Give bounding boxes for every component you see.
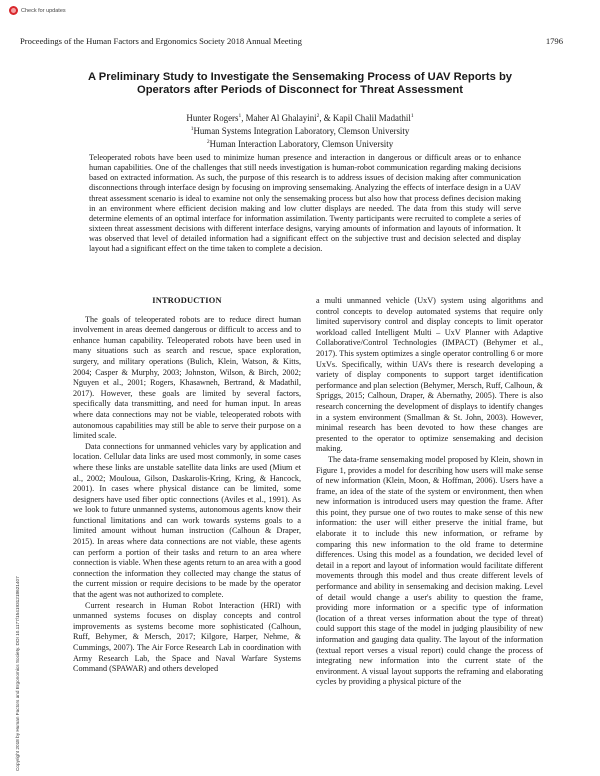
author-list: [70, 111, 530, 124]
paragraph: The data-frame sensemaking model proposed by Klein, shown in Figure 1, provides a model for describing how users will make sense of new information (Klein, Moon, & Hoffman, 2006). Users have a frame, an idea of the state of the system or environment, then when new information is introduced users may question the frame. After this point, they pursue one of two routes to make sense of this new information: the user will either preserve the initial frame, but elaborate it to include this new information, or reframe by comparing this new information to the old frame to determine differences. Using this model as a foundation, we decided level of detail in a report and layout of information would facilitate different movements through this model and thus create different levels of performance and ability in sensemaking and decision making. Level of detail would change a user's ability to question the frame, providing more information or a specific type of information (location of a threat verses information about the type of threat) could support this stage of the model in judging plausibility of new information and gauging data quality. The layout of the information (textual report verses a visual report) could change the process of integrating new information into the current state of the environment. A visual layout supports the reframing and elaborating cycles by providing a physical picture of the: [316, 454, 543, 687]
author-name: , Maher Al Ghalayini: [241, 112, 317, 123]
title-line-1: A Preliminary Study to Investigate the Sensemaking Process of UAV Reports by: [88, 71, 512, 83]
proceedings-title: Proceedings of the Human Factors and Ergonomics Society 2018 Annual Meeting: [20, 36, 302, 46]
check-for-updates-label: Check for updates: [21, 7, 66, 14]
section-heading: INTRODUCTION: [152, 296, 222, 305]
author-name: Hunter Rogers: [186, 112, 239, 123]
author-name: , & Kapil Chalil Madathil: [319, 112, 411, 123]
paragraph: Current research in Human Robot Interaction (HRI) with unmanned systems focuses on display concepts and control improvements as systems become more sophisticated (Calhoun, Ruff, Behymer, & Mersch, 2017; Kilgore, Harper, Nehme, & Cummings, 2007). The Air Force Research Lab in coordination with Army Research Lab, the Space and Naval Warfare Systems Command (SPAWAR) and others developed: [73, 600, 301, 674]
update-icon: [9, 6, 18, 15]
title-line-2: Operators after Periods of Disconnect for Threat Assessment: [137, 84, 463, 97]
affiliation-marker: 2: [316, 113, 320, 119]
copyright-side-note: Copyright 2018 by Human Factors and Ergonomics Society. DOI 10.1177/1541931218621407: [15, 576, 20, 771]
affiliation-1: $^1$Human Systems Integration Laboratory, Clemson University: [190, 125, 410, 136]
page-number: 1796: [545, 36, 563, 46]
author-block: [70, 111, 530, 150]
running-head: [20, 36, 563, 46]
check-for-updates-badge[interactable]: [9, 6, 66, 15]
paragraph: The goals of teleoperated robots are to reduce direct human involvement in areas deemed dangerous or difficult to access and to enhance human capability. Teleoperated robots have been used in many situations such as search and rescue, space exploration, surgery, and military operations (Bulich, Klein, Watson, & Kitts, 2004; Casper & Murphy, 2003; Johnston, Wilson, & Birch, 2002; Nguyen et al., 2001; Rogers, Khasawneh, Bertrand, & Madathil, 2017). However, these goals are limited by several factors, specifically data transmitting, and need for human input. In areas where data connections may not be viable, teleoperated robots with autonomous capabilities may still be able to serve their purpose on a limited scale.: [73, 314, 301, 441]
affiliation-marker: 1: [410, 113, 414, 119]
paragraph: Data connections for unmanned vehicles vary by application and location. Cellular data links are used most commonly, in some cases where these links are unstable satellite data links are used (Mium et al., 2002; Mouloua, Gilson, Daskarolis-Kring, Kring, & Hancock, 2001). In cases where physical distance can be limited, some designers have used fiber optic connections (Aviles et al., 1991). As we look to future unmanned systems, autonomous agents know their functional limitations and can work towards systems goals to a limited amount without human instruction (Calhoun & Draper, 2015). In areas where data connections are not viable, these agents can perform a portion of their tasks and return to an area where connection is viable. When these agents return to an area with a good connection the information they collected may change the status of the current mission or require decisions to be made by the operator that the agent was not authorized to complete.: [73, 441, 301, 600]
right-column: [316, 296, 543, 688]
paper-title: [60, 71, 540, 98]
left-column: [73, 296, 301, 675]
abstract: Teleoperated robots have been used to minimize human presence and interaction in dangerous or difficult areas or to enhance human capabilities. One of the challenges that still needs investigation is human-robot communication regarding making decisions based on extracted information. As such, the purpose of this research is to address issues of decision making after communication disconnections through interface design by focusing on improving sensemaking. Analyzing the effects of interface design in a UAV threat assessment scenario is ideal to examine not only the sensemaking process but also how that process defines decision making in an environment where efficient decision making and low clutter displays are needed. The data from this study will serve determine elements of an optimal interface for information assimilation. Twenty participants were recruited to complete a series of sixteen threat assessment decisions with different interface designs, varying amounts of information and layouts of information. It was observed that level of detailed information had a significant effect on the subjective trust and decision selected and display layout had a significant effect on the time taken to complete a decision.: [89, 153, 521, 254]
paragraph: a multi unmanned vehicle (UxV) system using algorithms and control concepts to develop automated systems that require only limited supervisory control and display concepts to limit operator workload called Intelligent Multi – UxV Planner with Adaptive Collaborative/Control Technologies (IMPACT) (Behymer et al., 2017). This system optimizes a single operator controlling 6 or more UxVs. Specifically, within UAVs there is research developing a variety of display components to support target identification performance and plan selection (Behymer, Mersch, Ruff, Calhoun, & Spriggs, 2015; Calhoun, Draper, & Abernathy, 2005). There is also research concerning the development of displays to identify changes in a system environment (Smallman & St. John, 2003). However, minimal research has been devoted to how these changes are presented to the operator to optimize sensemaking and decision making.: [316, 296, 543, 454]
affiliation-2: $^2$Human Interaction Laboratory, Clemson University: [206, 138, 394, 149]
affiliation-marker: 1: [238, 113, 242, 119]
